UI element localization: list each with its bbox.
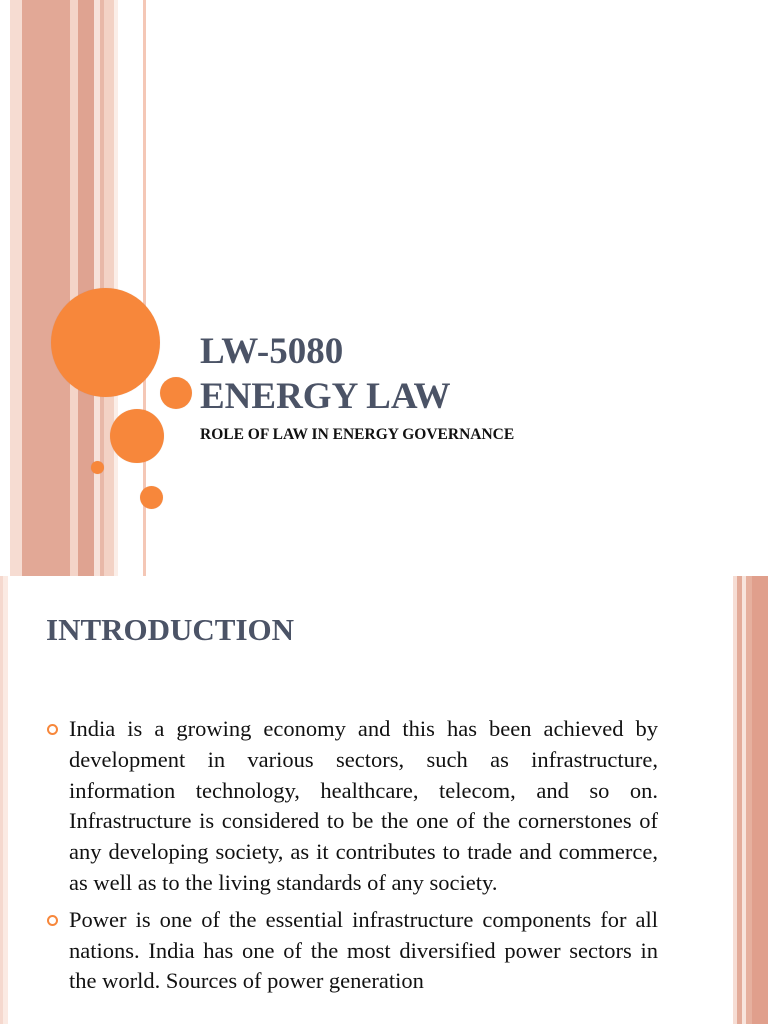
- list-item: [47, 714, 658, 899]
- course-name-title: ENERGY LAW: [200, 376, 451, 417]
- slide-subtitle: ROLE OF LAW IN ENERGY GOVERNANCE: [200, 426, 515, 443]
- stripe: [22, 0, 70, 576]
- list-item: [47, 905, 658, 997]
- stripe: [3, 576, 8, 1024]
- introduction-slide: [0, 576, 768, 1024]
- circle-bullet-icon: [47, 724, 58, 735]
- stripe: [752, 576, 768, 1024]
- circle-tiny: [91, 461, 104, 474]
- bullet-list: [47, 714, 658, 1003]
- circle-large: [51, 288, 160, 397]
- circle-bullet-icon: [47, 915, 58, 926]
- circle-small: [160, 377, 192, 409]
- circle-medium: [110, 409, 164, 463]
- stripe: [78, 0, 94, 576]
- circle-small: [140, 486, 163, 509]
- bullet-text: Power is one of the essential infrastructure components for all nations. India has one of the most diversified power sectors in the world. Sources of power generation: [69, 906, 658, 994]
- course-code-title: LW-5080: [200, 331, 344, 372]
- stripe: [10, 0, 22, 576]
- bullet-text: India is a growing economy and this has been achieved by development in various sectors, such as infrastructure, information technology, healthcare, telecom, and so on. Infrastructure is considered to be the one of the cornerstones of any developing society, as it contributes to trade and commerce, as well as to the living standards of any society.: [69, 716, 658, 895]
- section-title: INTRODUCTION: [46, 612, 295, 647]
- stripe: [70, 0, 78, 576]
